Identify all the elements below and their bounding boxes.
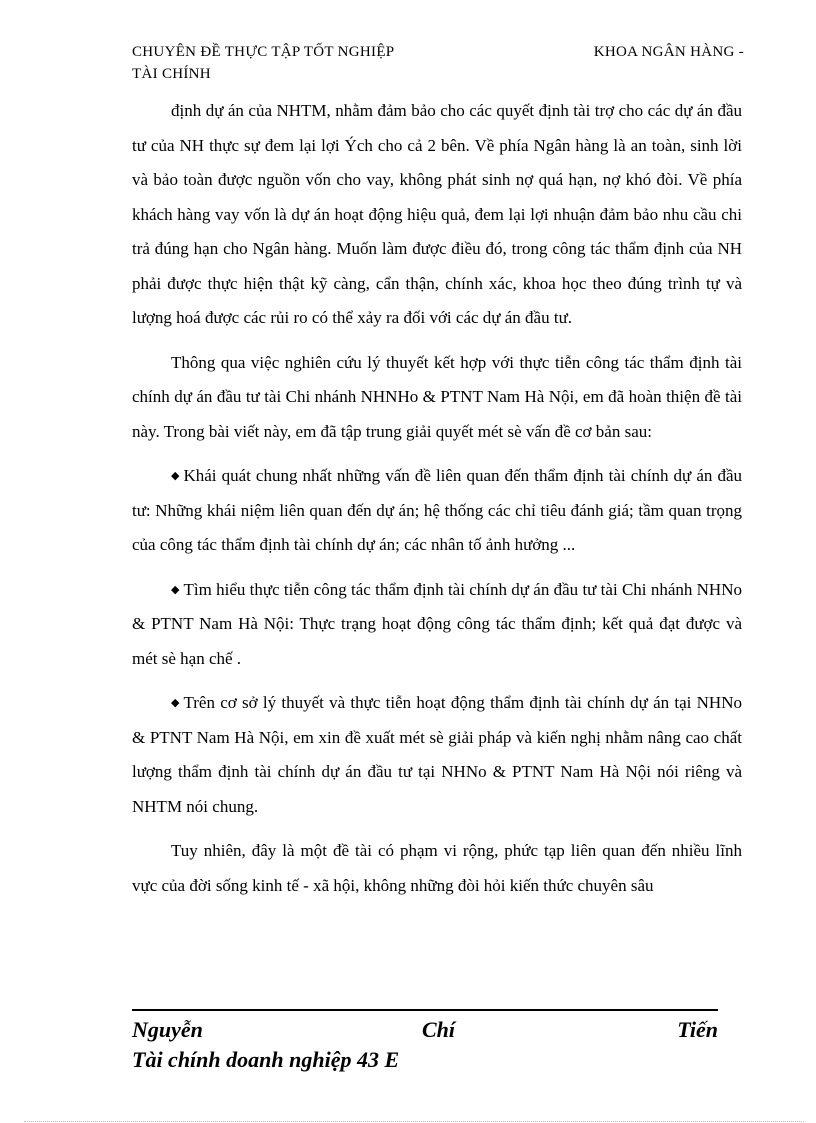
header-left-title: CHUYÊN ĐỀ THỰC TẬP TỐT NGHIỆP TÀI CHÍNH [132,44,395,82]
footer-class-line: Tài chính doanh nghiệp 43 E [132,1047,400,1072]
author-first-name: Nguyễn [132,1017,203,1042]
bullet-item-3 [132,686,742,824]
paragraph-text: Tìm hiểu thực tiễn công tác thẩm định tài chính dự án đầu tư tài Chi nhánh NHNo & PTNT Nam Hà Nội: Thực trạng hoạt động công tác thẩm định; kết quả đạt được và mét sè hạn chế . [132,579,742,668]
paragraph-text: Khái quát chung nhất những vấn đề liên quan đến thẩm định tài chính dự án đầu tư: Những khái niệm liên quan đến dự án; hệ thống các chỉ tiêu đánh giá; tầm quan trọng của công tác thẩm định tài chính dự án; các nhân tố ảnh hưởng ... [132,466,742,554]
footer-author-line [132,1015,718,1045]
diamond-bullet-icon: ◆ [171,697,180,709]
page-bottom-edge [24,1121,804,1122]
document-body [132,94,742,913]
paragraph-text: Trên cơ sở lý thuyết và thực tiễn hoạt động thẩm định tài chính dự án tại NHNo & PTNT Nam Hà Nội, em xin đề xuất mét sè giải pháp và kiến nghị nhằm nâng cao chất lượng thẩm định tài chính dự án đầu tư tại NHNo & PTNT Nam Hà Nội nói riêng và NHTM nói chung. [132,693,742,816]
paragraph-text: định dự án của NHTM, nhằm đảm bảo cho các quyết định tài trợ cho các dự án đầu tư của NH thực sự đem lại lợi Ých cho cả 2 bên. Về phía Ngân hàng là an toàn, sinh lời và bảo toàn được nguồn vốn cho vay, không phát sinh nợ quá hạn, nợ khó đòi. Về phía khách hàng vay vốn là dự án hoạt động hiệu quả, đem lại lợi nhuận đảm bảo nhu cầu chi trả đúng hạn cho Ngân hàng. Muốn làm được điều đó, trong công tác thẩm định của NH phải được thực hiện thật kỹ càng, cẩn thận, chính xác, khoa học theo đúng trình tự và lượng hoá được các rủi ro có thể xảy ra đối với các dự án đầu tư. [132,101,742,327]
header-right-title: KHOA NGÂN HÀNG - [593,44,744,60]
bullet-item-1 [132,459,742,563]
bullet-item-2 [132,573,742,677]
diamond-bullet-icon: ◆ [171,470,180,482]
paragraph-text: Thông qua việc nghiên cứu lý thuyết kết hợp với thực tiễn công tác thẩm định tài chính dự án đầu tư tài Chi nhánh NHNHo & PTNT Nam Hà Nội, em đã hoàn thiện đề tài này. Trong bài viết này, em đã tập trung giải quyết mét sè vấn đề cơ bản sau: [132,352,742,441]
paragraph-final [132,834,742,903]
footer-divider [132,1009,718,1011]
diamond-bullet-icon: ◆ [171,583,180,596]
author-middle-name: Chí [422,1017,456,1042]
author-last-name: Tiến [677,1017,718,1042]
paragraph-1 [132,94,742,336]
paragraph-2 [132,346,742,450]
page-footer [132,1015,718,1075]
paragraph-text: Tuy nhiên, đây là một đề tài có phạm vi rộng, phức tạp liên quan đến nhiều lĩnh vực của đời sống kinh tế - xã hội, không những đòi hỏi kiến thức chuyên sâu [132,841,742,895]
